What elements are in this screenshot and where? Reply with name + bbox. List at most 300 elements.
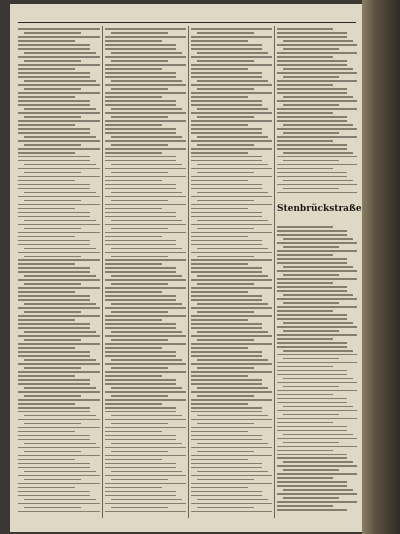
- entry-line-placeholder: [191, 399, 272, 401]
- entry-line-placeholder: [18, 435, 90, 437]
- entry-line-placeholder: [105, 148, 186, 150]
- entry-line-placeholder: [18, 371, 100, 373]
- entry-line-placeholder: [191, 511, 272, 513]
- entry-line-placeholder: [105, 224, 186, 226]
- entry-line-placeholder: [111, 228, 168, 230]
- entry-line-placeholder: [277, 282, 333, 284]
- entry-line-placeholder: [18, 403, 75, 405]
- entry-line-placeholder: [24, 80, 96, 82]
- entry-line-placeholder: [197, 499, 268, 501]
- entry-line-placeholder: [105, 180, 162, 182]
- entry-line-placeholder: [105, 431, 162, 433]
- entry-line-placeholder: [277, 80, 357, 82]
- entry-line-placeholder: [105, 216, 176, 218]
- entry-line-placeholder: [191, 224, 272, 226]
- entry-line-placeholder: [283, 442, 339, 444]
- entry-line-placeholder: [18, 295, 90, 297]
- entry-line-placeholder: [105, 156, 176, 158]
- entry-line-placeholder: [18, 128, 90, 130]
- entry-line-placeholder: [277, 60, 347, 62]
- entry-line-placeholder: [283, 414, 339, 416]
- entry-line-placeholder: [277, 36, 347, 38]
- entry-line-placeholder: [197, 311, 254, 313]
- entry-line-placeholder: [197, 172, 254, 174]
- entry-line-placeholder: [277, 234, 347, 236]
- entry-line-placeholder: [105, 40, 162, 42]
- entry-line-placeholder: [24, 471, 96, 473]
- entry-line-placeholder: [191, 407, 262, 409]
- entry-line-placeholder: [105, 56, 186, 58]
- entry-line-placeholder: [111, 248, 182, 250]
- entry-line-placeholder: [197, 471, 268, 473]
- entry-line-placeholder: [191, 196, 272, 198]
- entry-line-placeholder: [277, 92, 347, 94]
- entry-line-placeholder: [191, 120, 272, 122]
- entry-line-placeholder: [191, 128, 262, 130]
- entry-line-placeholder: [283, 48, 339, 50]
- entry-line-placeholder: [277, 394, 333, 396]
- entry-line-placeholder: [283, 386, 339, 388]
- entry-line-placeholder: [191, 487, 248, 489]
- entry-line-placeholder: [191, 40, 248, 42]
- entry-line-placeholder: [197, 443, 268, 445]
- entry-line-placeholder: [105, 240, 176, 242]
- entry-line-placeholder: [277, 32, 347, 34]
- entry-line-placeholder: [277, 422, 333, 424]
- entry-line-placeholder: [24, 116, 81, 118]
- entry-line-placeholder: [283, 330, 339, 332]
- entry-line-placeholder: [18, 351, 90, 353]
- entry-line-placeholder: [191, 184, 262, 186]
- entry-line-placeholder: [18, 92, 100, 94]
- entry-line-placeholder: [191, 64, 272, 66]
- entry-line-placeholder: [191, 208, 248, 210]
- entry-line-placeholder: [191, 252, 272, 254]
- entry-line-placeholder: [111, 283, 168, 285]
- column-divider: [102, 26, 103, 518]
- entry-line-placeholder: [24, 387, 96, 389]
- entry-line-placeholder: [24, 164, 96, 166]
- entry-line-placeholder: [111, 311, 168, 313]
- entry-line-placeholder: [277, 88, 347, 90]
- entry-line-placeholder: [191, 36, 272, 38]
- entry-line-placeholder: [191, 132, 262, 134]
- entry-line-placeholder: [18, 72, 90, 74]
- entry-line-placeholder: [283, 124, 353, 126]
- entry-line-placeholder: [277, 410, 357, 412]
- entry-line-placeholder: [18, 463, 90, 465]
- entry-line-placeholder: [18, 487, 75, 489]
- entry-line-placeholder: [18, 104, 90, 106]
- entry-line-placeholder: [191, 259, 272, 261]
- entry-line-placeholder: [111, 256, 168, 258]
- entry-line-placeholder: [111, 60, 168, 62]
- entry-line-placeholder: [105, 455, 186, 457]
- entry-line-placeholder: [24, 256, 81, 258]
- entry-line-placeholder: [18, 48, 90, 50]
- entry-line-placeholder: [18, 475, 100, 477]
- entry-line-placeholder: [283, 160, 339, 162]
- entry-line-placeholder: [111, 415, 182, 417]
- entry-line-placeholder: [18, 503, 100, 505]
- entry-line-placeholder: [191, 96, 248, 98]
- entry-line-placeholder: [283, 434, 353, 436]
- entry-line-placeholder: [24, 443, 96, 445]
- entry-line-placeholder: [277, 184, 357, 186]
- entry-line-placeholder: [18, 160, 90, 162]
- entry-line-placeholder: [191, 343, 272, 345]
- entry-line-placeholder: [191, 403, 248, 405]
- entry-line-placeholder: [18, 343, 100, 345]
- entry-line-placeholder: [283, 266, 353, 268]
- entry-line-placeholder: [24, 275, 96, 277]
- entry-line-placeholder: [191, 351, 262, 353]
- entry-line-placeholder: [277, 338, 333, 340]
- entry-line-placeholder: [277, 450, 333, 452]
- entry-line-placeholder: [111, 451, 168, 453]
- entry-line-placeholder: [277, 366, 333, 368]
- entry-line-placeholder: [18, 204, 100, 206]
- entry-line-placeholder: [277, 168, 333, 170]
- directory-page: [10, 4, 362, 532]
- entry-line-placeholder: [191, 467, 262, 469]
- entry-line-placeholder: [191, 44, 262, 46]
- entry-line-placeholder: [105, 132, 176, 134]
- entry-line-placeholder: [18, 168, 100, 170]
- entry-line-placeholder: [197, 359, 268, 361]
- entry-line-placeholder: [105, 323, 176, 325]
- entry-line-placeholder: [24, 499, 96, 501]
- entry-line-placeholder: [24, 395, 81, 397]
- entry-line-placeholder: [111, 144, 168, 146]
- entry-line-placeholder: [277, 156, 357, 158]
- entry-line-placeholder: [105, 419, 186, 421]
- entry-line-placeholder: [18, 36, 100, 38]
- entry-line-placeholder: [277, 310, 333, 312]
- entry-line-placeholder: [105, 120, 186, 122]
- entry-line-placeholder: [197, 303, 268, 305]
- entry-line-placeholder: [277, 254, 333, 256]
- column-divider: [188, 26, 189, 518]
- entry-line-placeholder: [277, 258, 347, 260]
- entry-line-placeholder: [277, 100, 357, 102]
- entry-line-placeholder: [105, 252, 186, 254]
- entry-line-placeholder: [18, 455, 100, 457]
- entry-line-placeholder: [111, 172, 168, 174]
- entry-line-placeholder: [105, 259, 186, 261]
- entry-line-placeholder: [18, 279, 100, 281]
- entry-line-placeholder: [191, 463, 262, 465]
- entry-line-placeholder: [191, 319, 248, 321]
- entry-line-placeholder: [191, 176, 272, 178]
- entry-line-placeholder: [105, 208, 162, 210]
- entry-line-placeholder: [277, 164, 357, 166]
- entry-line-placeholder: [105, 128, 176, 130]
- page-header: [18, 10, 356, 23]
- entry-line-placeholder: [191, 204, 272, 206]
- entry-line-placeholder: [111, 192, 182, 194]
- entry-line-placeholder: [18, 419, 100, 421]
- entry-line-placeholder: [24, 52, 96, 54]
- entry-line-placeholder: [191, 232, 272, 234]
- entry-line-placeholder: [277, 374, 347, 376]
- entry-line-placeholder: [18, 375, 75, 377]
- entry-line-placeholder: [111, 220, 182, 222]
- entry-line-placeholder: [191, 431, 248, 433]
- entry-line-placeholder: [18, 447, 100, 449]
- entry-line-placeholder: [197, 144, 254, 146]
- entry-line-placeholder: [18, 124, 75, 126]
- entry-line-placeholder: [105, 287, 186, 289]
- entry-line-placeholder: [18, 64, 100, 66]
- entry-line-placeholder: [191, 188, 262, 190]
- entry-line-placeholder: [277, 72, 357, 74]
- entry-line-placeholder: [111, 331, 182, 333]
- entry-line-placeholder: [18, 399, 100, 401]
- entry-line-placeholder: [277, 398, 347, 400]
- entry-line-placeholder: [283, 469, 339, 471]
- entry-line-placeholder: [105, 475, 186, 477]
- entry-line-placeholder: [283, 294, 353, 296]
- directory-column-2: [105, 26, 186, 518]
- directory-column-3: [191, 26, 272, 518]
- entry-line-placeholder: [197, 507, 254, 509]
- entry-line-placeholder: [105, 184, 176, 186]
- entry-line-placeholder: [18, 244, 90, 246]
- entry-line-placeholder: [197, 164, 268, 166]
- entry-line-placeholder: [18, 188, 90, 190]
- entry-line-placeholder: [18, 327, 90, 329]
- entry-line-placeholder: [18, 315, 100, 317]
- entry-line-placeholder: [277, 485, 347, 487]
- entry-line-placeholder: [18, 40, 75, 42]
- entry-line-placeholder: [197, 52, 268, 54]
- entry-line-placeholder: [277, 64, 347, 66]
- entry-line-placeholder: [191, 379, 262, 381]
- entry-line-placeholder: [277, 298, 357, 300]
- entry-line-placeholder: [277, 108, 357, 110]
- entry-line-placeholder: [277, 318, 347, 320]
- entry-line-placeholder: [105, 204, 186, 206]
- entry-line-placeholder: [18, 355, 90, 357]
- entry-line-placeholder: [277, 128, 357, 130]
- entry-line-placeholder: [24, 192, 96, 194]
- entry-line-placeholder: [197, 248, 268, 250]
- entry-line-placeholder: [191, 447, 272, 449]
- entry-line-placeholder: [197, 200, 254, 202]
- entry-line-placeholder: [18, 140, 100, 142]
- entry-line-placeholder: [105, 271, 176, 273]
- entry-line-placeholder: [191, 216, 262, 218]
- entry-line-placeholder: [105, 487, 162, 489]
- entry-line-placeholder: [283, 489, 353, 491]
- entry-line-placeholder: [18, 56, 100, 58]
- entry-line-placeholder: [283, 274, 339, 276]
- entry-line-placeholder: [191, 212, 262, 214]
- entry-line-placeholder: [277, 242, 357, 244]
- entry-line-placeholder: [191, 427, 272, 429]
- entry-line-placeholder: [18, 84, 100, 86]
- entry-line-placeholder: [277, 446, 357, 448]
- entry-line-placeholder: [197, 60, 254, 62]
- entry-line-placeholder: [24, 136, 96, 138]
- entry-line-placeholder: [277, 457, 347, 459]
- book-binding: [362, 0, 400, 534]
- entry-line-placeholder: [18, 271, 90, 273]
- entry-line-placeholder: [191, 68, 248, 70]
- entry-line-placeholder: [277, 112, 333, 114]
- entry-line-placeholder: [18, 491, 90, 493]
- entry-line-placeholder: [18, 263, 75, 265]
- entry-line-placeholder: [105, 439, 176, 441]
- entry-line-placeholder: [111, 116, 168, 118]
- entry-line-placeholder: [277, 144, 347, 146]
- entry-line-placeholder: [105, 279, 186, 281]
- entry-line-placeholder: [18, 287, 100, 289]
- entry-line-placeholder: [277, 56, 333, 58]
- entry-line-placeholder: [24, 172, 81, 174]
- entry-line-placeholder: [191, 335, 272, 337]
- entry-line-placeholder: [18, 44, 90, 46]
- entry-line-placeholder: [277, 346, 347, 348]
- entry-line-placeholder: [24, 331, 96, 333]
- entry-line-placeholder: [105, 447, 186, 449]
- entry-line-placeholder: [191, 152, 248, 154]
- entry-line-placeholder: [24, 303, 96, 305]
- entry-line-placeholder: [191, 455, 272, 457]
- entry-line-placeholder: [277, 226, 333, 228]
- entry-line-placeholder: [105, 483, 186, 485]
- entry-line-placeholder: [191, 323, 262, 325]
- entry-line-placeholder: [18, 511, 100, 513]
- entry-line-placeholder: [277, 148, 347, 150]
- entry-line-placeholder: [111, 52, 182, 54]
- entry-line-placeholder: [197, 387, 268, 389]
- entry-line-placeholder: [277, 290, 347, 292]
- entry-line-placeholder: [283, 238, 353, 240]
- entry-line-placeholder: [105, 188, 176, 190]
- entry-line-placeholder: [24, 423, 81, 425]
- entry-line-placeholder: [283, 350, 353, 352]
- entry-line-placeholder: [105, 124, 162, 126]
- entry-line-placeholder: [197, 136, 268, 138]
- entry-line-placeholder: [111, 479, 168, 481]
- entry-line-placeholder: [105, 343, 186, 345]
- entry-line-placeholder: [18, 152, 75, 154]
- entry-line-placeholder: [105, 112, 186, 114]
- entry-line-placeholder: [18, 132, 90, 134]
- entry-line-placeholder: [191, 124, 248, 126]
- entry-line-placeholder: [191, 48, 262, 50]
- entry-line-placeholder: [277, 370, 347, 372]
- entry-line-placeholder: [277, 326, 357, 328]
- entry-line-placeholder: [283, 378, 353, 380]
- entry-line-placeholder: [105, 379, 176, 381]
- entry-line-placeholder: [18, 299, 90, 301]
- entry-line-placeholder: [277, 493, 357, 495]
- entry-line-placeholder: [191, 291, 248, 293]
- entry-line-placeholder: [191, 279, 272, 281]
- entry-line-placeholder: [24, 479, 81, 481]
- entry-line-placeholder: [111, 339, 168, 341]
- entry-line-placeholder: [277, 230, 347, 232]
- entry-line-placeholder: [283, 188, 339, 190]
- entry-line-placeholder: [283, 497, 339, 499]
- entry-line-placeholder: [277, 473, 357, 475]
- entry-line-placeholder: [111, 387, 182, 389]
- entry-line-placeholder: [105, 391, 186, 393]
- entry-line-placeholder: [277, 314, 347, 316]
- entry-line-placeholder: [191, 315, 272, 317]
- entry-line-placeholder: [111, 507, 168, 509]
- entry-line-placeholder: [105, 232, 186, 234]
- entry-line-placeholder: [24, 311, 81, 313]
- entry-line-placeholder: [191, 100, 262, 102]
- entry-line-placeholder: [277, 334, 357, 336]
- entry-line-placeholder: [197, 339, 254, 341]
- entry-line-placeholder: [18, 467, 90, 469]
- entry-line-placeholder: [197, 367, 254, 369]
- entry-line-placeholder: [18, 363, 100, 365]
- entry-line-placeholder: [191, 76, 262, 78]
- entry-line-placeholder: [18, 439, 90, 441]
- entry-line-placeholder: [18, 216, 90, 218]
- entry-line-placeholder: [105, 299, 176, 301]
- entry-line-placeholder: [24, 339, 81, 341]
- entry-line-placeholder: [105, 347, 162, 349]
- entry-line-placeholder: [111, 200, 168, 202]
- entry-line-placeholder: [277, 28, 333, 30]
- entry-line-placeholder: [277, 354, 357, 356]
- entry-line-placeholder: [18, 184, 90, 186]
- entry-line-placeholder: [18, 347, 75, 349]
- entry-line-placeholder: [18, 431, 75, 433]
- entry-line-placeholder: [105, 236, 162, 238]
- entry-line-placeholder: [105, 355, 176, 357]
- entry-line-placeholder: [277, 454, 347, 456]
- entry-line-placeholder: [277, 270, 357, 272]
- entry-line-placeholder: [18, 252, 100, 254]
- entry-line-placeholder: [191, 459, 248, 461]
- entry-line-placeholder: [105, 307, 186, 309]
- entry-line-placeholder: [105, 72, 176, 74]
- entry-line-placeholder: [105, 319, 162, 321]
- entry-line-placeholder: [191, 475, 272, 477]
- entry-line-placeholder: [18, 68, 75, 70]
- entry-line-placeholder: [277, 172, 347, 174]
- entry-line-placeholder: [197, 228, 254, 230]
- entry-line-placeholder: [105, 152, 162, 154]
- entry-line-placeholder: [191, 180, 248, 182]
- entry-line-placeholder: [111, 367, 168, 369]
- entry-line-placeholder: [105, 28, 186, 30]
- entry-line-placeholder: [283, 180, 353, 182]
- entry-line-placeholder: [191, 263, 248, 265]
- entry-line-placeholder: [277, 402, 347, 404]
- entry-line-placeholder: [283, 461, 353, 463]
- entry-line-placeholder: [283, 96, 353, 98]
- entry-line-placeholder: [197, 88, 254, 90]
- entry-line-placeholder: [105, 467, 176, 469]
- entry-line-placeholder: [191, 240, 262, 242]
- entry-line-placeholder: [18, 100, 90, 102]
- entry-line-placeholder: [105, 375, 162, 377]
- entry-line-placeholder: [191, 156, 262, 158]
- entry-line-placeholder: [18, 323, 90, 325]
- entry-line-placeholder: [191, 28, 272, 30]
- entry-line-placeholder: [18, 28, 100, 30]
- entry-line-placeholder: [18, 156, 90, 158]
